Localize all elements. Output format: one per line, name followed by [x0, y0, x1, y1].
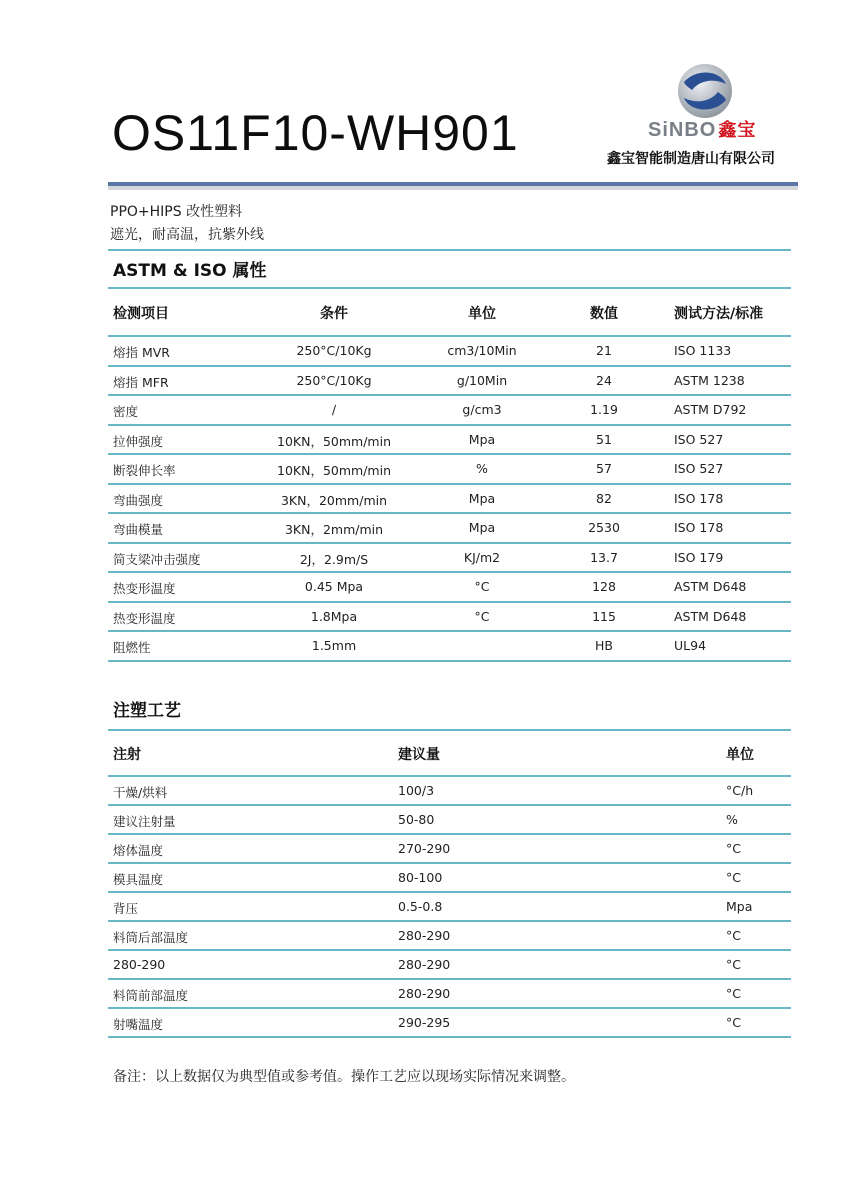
- cell-unit: %: [476, 461, 488, 476]
- properties-table: [108, 289, 791, 662]
- table-row: [108, 893, 791, 922]
- header-divider-shadow: [108, 186, 798, 190]
- column-header: 建议量: [398, 747, 440, 763]
- table-row: [108, 777, 791, 806]
- cell-value: 50-80: [398, 812, 435, 827]
- logo-text-cn: 鑫宝: [718, 120, 757, 140]
- cell-method: ASTM D648: [674, 608, 747, 624]
- footnote: 备注：以上数据仅为典型值或参考值。操作工艺应以现场实际情况来调整。: [113, 1069, 575, 1085]
- column-header: 注射: [113, 747, 141, 763]
- cell-item: 阻燃性: [113, 640, 151, 655]
- cell-method: ASTM D792: [674, 402, 747, 417]
- feature-description: 遮光，耐高温，抗紫外线: [110, 227, 264, 243]
- cell-value: 21: [596, 343, 612, 358]
- cell-value: 0.5-0.8: [398, 899, 443, 914]
- table-row: [108, 455, 791, 485]
- injection-table: [108, 731, 791, 1038]
- table-row: [108, 922, 791, 951]
- cell-item: 拉伸强度: [113, 433, 164, 449]
- table-row: [108, 573, 791, 603]
- cell-item: 弯曲模量: [113, 522, 164, 537]
- cell-unit: cm3/10Min: [447, 343, 517, 358]
- column-header: 单位: [468, 306, 496, 322]
- column-header: 数值: [590, 306, 618, 322]
- cell-value: 280-290: [398, 928, 451, 943]
- cell-unit: °C/h: [726, 783, 754, 798]
- cell-unit: g/cm3: [462, 402, 502, 417]
- cell-unit: °C: [726, 986, 741, 1001]
- cell-item: 料筒前部温度: [113, 988, 189, 1003]
- cell-unit: %: [726, 812, 738, 827]
- cell-method: ASTM 1238: [674, 372, 745, 388]
- cell-unit: °C: [726, 957, 741, 972]
- cell-method: ISO 527: [674, 461, 724, 476]
- table-row: [108, 951, 791, 980]
- cell-item: 熔指 MVR: [113, 345, 170, 360]
- cell-value: 24: [596, 372, 612, 388]
- cell-condition: 10KN，50mm/min: [277, 463, 391, 478]
- table-row: [108, 485, 791, 515]
- cell-value: 100/3: [398, 783, 435, 798]
- table-row: [108, 426, 791, 456]
- cell-value: 57: [596, 461, 612, 476]
- cell-value: 1.19: [590, 402, 618, 417]
- column-header: 条件: [320, 306, 348, 322]
- cell-condition: 3KN，2mm/min: [284, 522, 384, 537]
- cell-item: 280-290: [113, 957, 166, 972]
- cell-value: 280-290: [398, 986, 451, 1001]
- product-code-title: OS11F10-WH901: [112, 105, 519, 161]
- cell-method: ISO 179: [674, 549, 724, 565]
- column-header: 检测项目: [113, 306, 169, 322]
- cell-method: ISO 178: [674, 490, 724, 506]
- table-row: [108, 367, 791, 397]
- cell-unit: Mpa: [726, 899, 753, 914]
- cell-item: 熔体温度: [113, 843, 164, 858]
- cell-item: 干燥/烘料: [113, 785, 168, 800]
- cell-unit: KJ/m2: [463, 549, 501, 565]
- cell-value: 2530: [588, 520, 620, 535]
- cell-value: 128: [592, 579, 616, 594]
- cell-item: 密度: [113, 404, 139, 419]
- table-row: [108, 864, 791, 893]
- cell-item: 建议注射量: [113, 814, 176, 829]
- cell-method: ISO 1133: [674, 343, 732, 358]
- cell-item: 射嘴温度: [113, 1017, 164, 1032]
- table-row: [108, 396, 791, 426]
- cell-item: 模具温度: [113, 872, 164, 887]
- cell-value: 280-290: [398, 957, 451, 972]
- column-header: 测试方法/标准: [674, 306, 764, 322]
- cell-condition: 0.45 Mpa: [304, 579, 364, 594]
- cell-item: 料筒后部温度: [113, 930, 189, 945]
- material-description: PPO+HIPS 改性塑料: [110, 204, 243, 220]
- table-row: [108, 835, 791, 864]
- cell-value: 115: [592, 608, 616, 624]
- cell-unit: Mpa: [468, 490, 496, 506]
- table-header-row: [108, 731, 791, 777]
- column-header: 单位: [726, 747, 754, 763]
- table-header-row: [108, 289, 791, 337]
- cell-value: 290-295: [398, 1015, 451, 1030]
- table-row: [108, 806, 791, 835]
- table-row: [108, 1009, 791, 1038]
- cell-unit: Mpa: [468, 431, 496, 447]
- company-name: 鑫宝智能制造唐山有限公司: [607, 151, 775, 167]
- table-row: [108, 980, 791, 1009]
- table-row: [108, 603, 791, 633]
- cell-unit: °C: [726, 870, 741, 885]
- cell-unit: Mpa: [468, 520, 496, 535]
- cell-unit: °C: [474, 608, 490, 624]
- cell-item: 弯曲强度: [113, 492, 164, 508]
- cell-condition: /: [331, 402, 337, 417]
- table-row: [108, 514, 791, 544]
- section-divider: [108, 249, 791, 251]
- cell-item: 简支梁冲击强度: [113, 551, 201, 567]
- table-row: [108, 632, 791, 662]
- cell-condition: 3KN，20mm/min: [280, 492, 388, 508]
- cell-value: 82: [596, 490, 612, 506]
- cell-method: UL94: [674, 638, 707, 653]
- cell-unit: °C: [726, 1015, 741, 1030]
- cell-value: 13.7: [590, 549, 618, 565]
- logo-wordmark: [648, 116, 756, 142]
- sinbo-logo-icon: [670, 60, 740, 122]
- cell-condition: 1.5mm: [311, 638, 357, 653]
- cell-value: 80-100: [398, 870, 443, 885]
- cell-condition: 2J，2.9m/S: [299, 551, 369, 567]
- cell-method: ASTM D648: [674, 579, 747, 594]
- cell-condition: 10KN，50mm/min: [277, 433, 391, 449]
- cell-value: HB: [595, 638, 613, 653]
- table-row: [108, 337, 791, 367]
- cell-unit: g/10Min: [456, 372, 508, 388]
- properties-section-title: ASTM & ISO 属性: [113, 261, 267, 281]
- cell-condition: 250°C/10Kg: [296, 372, 372, 388]
- cell-item: 熔指 MFR: [113, 374, 169, 390]
- cell-item: 热变形温度: [113, 610, 176, 626]
- table-row: [108, 544, 791, 574]
- cell-unit: °C: [726, 841, 741, 856]
- injection-section-title: 注塑工艺: [113, 701, 181, 721]
- cell-value: 270-290: [398, 841, 451, 856]
- cell-item: 热变形温度: [113, 581, 176, 596]
- cell-item: 背压: [113, 901, 139, 916]
- cell-method: ISO 527: [674, 431, 724, 447]
- cell-value: 51: [596, 431, 612, 447]
- cell-method: ISO 178: [674, 520, 724, 535]
- logo-text-en: SiNBO: [648, 119, 717, 141]
- cell-condition: 1.8Mpa: [310, 608, 358, 624]
- cell-unit: °C: [474, 579, 490, 594]
- cell-condition: 250°C/10Kg: [296, 343, 372, 358]
- cell-item: 断裂伸长率: [113, 463, 176, 478]
- cell-unit: °C: [726, 928, 741, 943]
